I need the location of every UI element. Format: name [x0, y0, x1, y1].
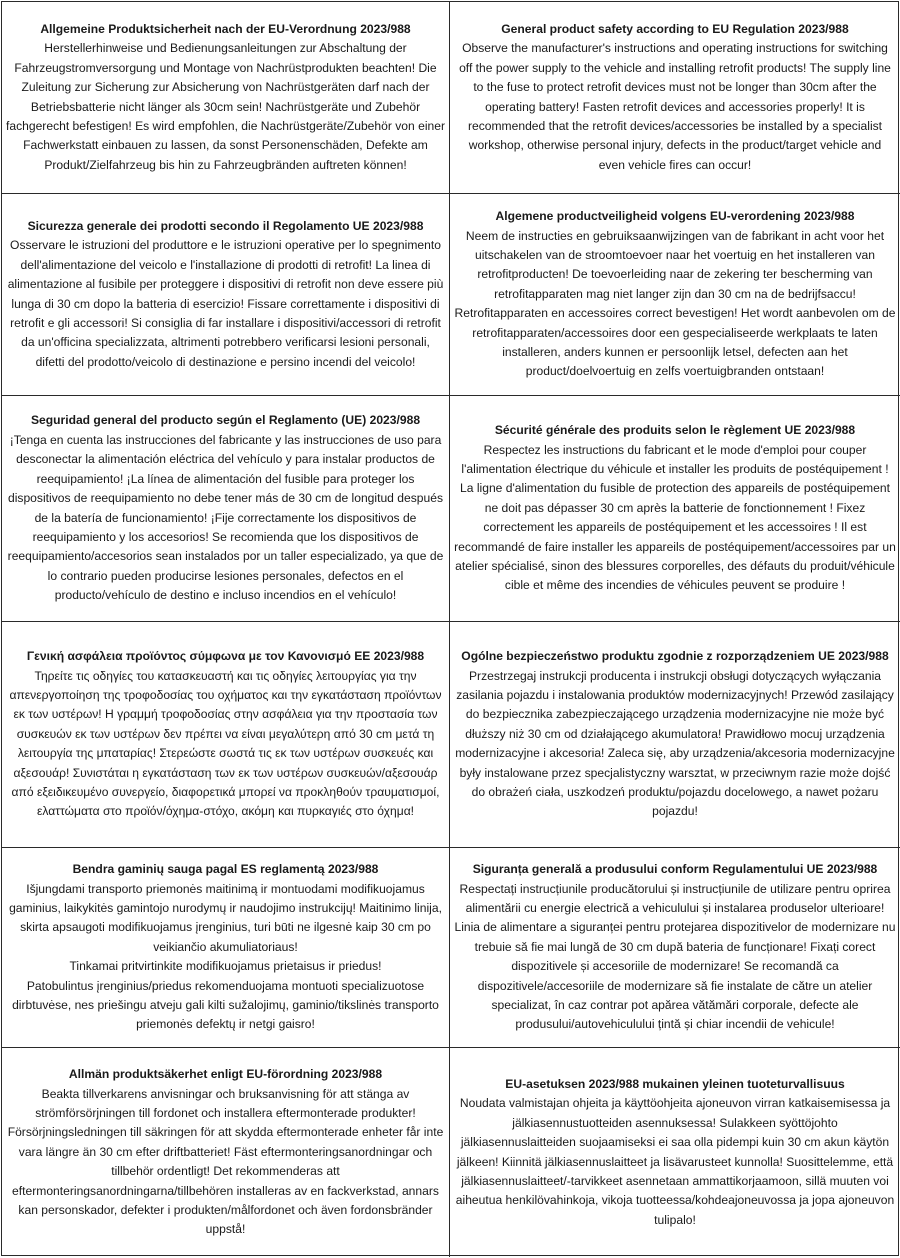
section-body: Τηρείτε τις οδηγίες του κατασκευαστή και τις οδηγίες λειτουργίας για την απενεργοποίηση της τροφοδοσίας του οχήματος και την εγκατάσταση προϊόντων εκ των υστέρων! Η γραμμή τροφοδοσίας στην ασφάλεια για την προστασία των συσκευών εκ των υστέρων δεν πρέπει να είναι μεγαλύτερη από 30 cm μετά τη λειτουργία της μπαταρίας! Στερεώστε σωστά τις εκ των υστέρων συσκευές και αξεσουάρ! Συνιστάται η εγκατάσταση των εκ των υστέρων συσκευών/αξεσουάρ από εξειδικευμένο συνεργείο, διαφορετικά μπορεί να προκληθούν τραυματισμοί, ελαττώματα στο προϊόν/όχημα-στόχο, ακόμη και πυρκαγιές στο όχημα!: [9, 668, 442, 819]
section-title: Allgemeine Produktsicherheit nach der EU-Verordnung 2023/988: [40, 21, 411, 36]
section-fi: [450, 1048, 900, 1257]
section-title: Allmän produktsäkerhet enligt EU-förordning 2023/988: [68, 1067, 383, 1082]
section-body: ¡Tenga en cuenta las instrucciones del fabricante y las instrucciones de uso para desconectar la alimentación eléctrica del vehículo y para instalar productos de reequipamiento! ¡La línea de alimentación del fusible para proteger los dispositivos de reequipamiento no debe tener más de 30 cm de longitud después de la batería de funcionamiento! ¡Fije correctamente los dispositivos de reequipamiento y los accesorios! Se recomienda que los dispositivos de reequipamiento/accesorios sean instalados por un taller especializado, ya que de lo contrario pueden producirse lesiones personales, defectos en el producto/vehículo de destino e incluso incendios en el vehículo!: [7, 432, 444, 603]
section-de: [2, 2, 450, 194]
section-el: [2, 622, 450, 848]
section-title: General product safety according to EU Regulation 2023/988: [501, 21, 849, 36]
section-nl: [450, 194, 900, 396]
section-title: Sicurezza generale dei prodotti secondo il Regolamento UE 2023/988: [27, 218, 424, 233]
section-es: [2, 396, 450, 622]
section-title: Algemene productveiligheid volgens EU-verordening 2023/988: [495, 209, 855, 224]
section-body: Respectez les instructions du fabricant et le mode d'emploi pour couper l'alimentation électrique du véhicule et installer les produits de postéquipement ! La ligne d'alimentation du fusible de protection des appareils de postéquipement ne doit pas dépasser 30 cm après la batterie de fonctionnement ! Fixez correctement les appareils de postéquipement et les accessoires ! Il est recommandé de faire installer les appareils de postéquipement/accessoires par un atelier spécialisé, sinon des blessures corporelles, des défauts du produit/véhicule cible et même des incendies de véhicules peuvent se produire !: [454, 442, 896, 593]
section-body: Observe the manufacturer's instructions and operating instructions for switching off the power supply to the vehicle and installing retrofit products! The supply line to the fuse to protect retrofit devices must not be longer than 30cm after the operating battery! Fasten retrofit devices and accessories properly! It is recommended that the retrofit devices/accessories be installed by a specialist workshop, otherwise personal injury, defects in the product/target vehicle and even vehicle fires can occur!: [459, 41, 891, 172]
section-sv: [2, 1048, 450, 1257]
section-body: Przestrzegaj instrukcji producenta i instrukcji obsługi dotyczących wyłączania zasilania pojazdu i instalowania produktów modernizacyjnych! Przewód zasilający do bezpiecznika zabezpieczającego urządzenia modernizacyjne nie może być dłuższy niż 30 cm od działającego akumulatora! Prawidłowo mocuj urządzenia modernizacyjne i akcesoria! Zaleca się, aby urządzenia/akcesoria modernizacyjne były instalowane przez specjalistyczny warsztat, w przeciwnym razie może dojść do obrażeń ciała, uszkodzeń produktu/pojazdu docelowego, a nawet pożaru pojazdu!: [455, 668, 895, 819]
section-title: Bendra gaminių sauga pagal ES reglamentą 2023/988: [72, 862, 379, 877]
section-body: Neem de instructies en gebruiksaanwijzingen van de fabrikant in acht voor het uitschakelen van de stroomtoevoer naar het voertuig en het installeren van retrofitproducten! De toevoerleiding naar de zekering ter bescherming van retrofitapparaten mag niet langer zijn dan 30 cm na de bedrijfsaccu! Retrofitapparaten en accessoires correct bevestigen! Het wordt aanbevolen om de retrofitapparaten/accessoires door een gespecialiseerde werkplaats te laten installeren, anders kunnen er persoonlijk letsel, defecten aan het product/doelvoertuig en zelfs voertuigbranden ontstaan!: [454, 228, 896, 379]
section-body: Respectați instrucțiunile producătorului și instrucțiunile de utilizare pentru oprirea alimentării cu energie electrică a vehiculului și instalarea produselor ulterioare! Linia de alimentare a siguranței pentru protejarea dispozitivelor de modernizare nu trebuie să fie mai lungă de 30 cm după bateria de funcționare! Fixați corect dispozitivele și accesoriile de modernizare! Se recomandă ca dispozitivele/accesoriile de modernizare să fie instalate de către un atelier specializat, în caz contrar pot apărea vătămări corporale, defecte ale produsului/autovehiculului țintă și chiar incendii de vehicule!: [454, 881, 896, 1032]
section-title: Seguridad general del producto según el Reglamento (UE) 2023/988: [30, 413, 421, 428]
section-title: Sécurité générale des produits selon le règlement UE 2023/988: [494, 423, 856, 438]
section-title: Ogólne bezpieczeństwo produktu zgodnie z rozporządzeniem UE 2023/988: [461, 649, 889, 664]
section-en: [450, 2, 900, 194]
section-it: [2, 194, 450, 396]
section-pl: [450, 622, 900, 848]
section-body: Osservare le istruzioni del produttore e le istruzioni operative per lo spegnimento dell'alimentazione del veicolo e l'installazione di prodotti di retrofit! La linea di alimentazione al fusibile per proteggere i dispositivi di retrofit non deve essere più lunga di 30 cm dopo la batteria di esercizio! Fissare correttamente i dispositivi di retrofit e gli accessori! Si consiglia di far installare i dispositivi/accessori di retrofit da un'officina specializzata, altrimenti potrebbero verificarsi lesioni personali, difetti del prodotto/veicolo di destinazione e persino incendi del veicolo!: [7, 238, 444, 369]
section-fr: [450, 396, 900, 622]
section-title: Siguranța generală a produsului conform Regulamentului UE 2023/988: [472, 862, 878, 877]
section-ro: [450, 848, 900, 1048]
section-title: EU-asetuksen 2023/988 mukainen yleinen tuoteturvallisuus: [505, 1076, 845, 1091]
section-body: Herstellerhinweise und Bedienungsanleitungen zur Abschaltung der Fahrzeugstromversorgung und Montage von Nachrüstprodukten beachten! Die Zuleitung zur Sicherung zur Absicherung von Nachrüstgeräten darf nach der Betriebsbatterie nicht länger als 30cm sein! Nachrüstgeräte und Zubehör fachgerecht befestigen! Es wird empfohlen, die Nachrüstgeräte/Zubehör von einer Fachwerkstatt einbauen zu lassen, da sonst Personenschäden, Defekte am Produkt/Zielfahrzeug bis hin zu Fahrzeugbränden auftreten können!: [6, 41, 445, 172]
section-title: Γενική ασφάλεια προϊόντος σύμφωνα με τον Κανονισμό ΕΕ 2023/988: [26, 649, 425, 664]
safety-notice-grid: [1, 1, 899, 1256]
section-body: Beakta tillverkarens anvisningar och bruksanvisning för att stänga av strömförsörjningen till fordonet och installera eftermonterade produkter! Försörjningsledningen till säkringen för att skydda eftermonterade enheter får inte vara längre än 30 cm efter driftbatteriet! Fäst eftermonteringsanordningar och tillbehör ordentligt! Det rekommenderas att eftermonteringsanordningarna/tillbehören installeras av en fackverkstad, annars kan personskador, defekter i produkten/målfordonet och även fordonsbränder uppstå!: [7, 1086, 444, 1237]
section-body: Noudata valmistajan ohjeita ja käyttöohjeita ajoneuvon virran katkaisemisessa ja jälkiasennustuotteiden asennuksessa! Sulakkeen syöttöjohto jälkiasennuslaitteiden suojaamiseksi ei saa olla pidempi kuin 30 cm akun käytön jälkeen! Kiinnitä jälkiasennuslaitteet ja lisävarusteet kunnolla! Suosittelemme, että jälkiasennuslaitteet/-tarvikkeet asennetaan ammattikorjaamoon, sillä muuten voi aiheutua henkilövahinkoja, vikoja tuotteessa/kohdeajoneuvossa ja jopa ajoneuvon tulipalo!: [455, 1096, 895, 1227]
section-lt: [2, 848, 450, 1048]
section-body: Išjungdami transporto priemonės maitinimą ir montuodami modifikuojamus gaminius, laikykitės gamintojo nurodymų ir naudojimo instrukcijų! Maitinimo linija, skirta apsaugoti modifikuojamus įrenginius, turi būti ne ilgesnė kaip 30 cm po veikiančio akumuliatoriaus! Tinkamai pritvirtinkite modifikuojamus prietaisus ir priedus! Patobulintus įrenginius/priedus rekomenduojama montuoti specializuotose dirbtuvėse, nes priešingu atveju gali kilti sužalojimų, gaminio/tikslinės transporto priemonės defektų ir netgi gaisro!: [9, 881, 442, 1032]
